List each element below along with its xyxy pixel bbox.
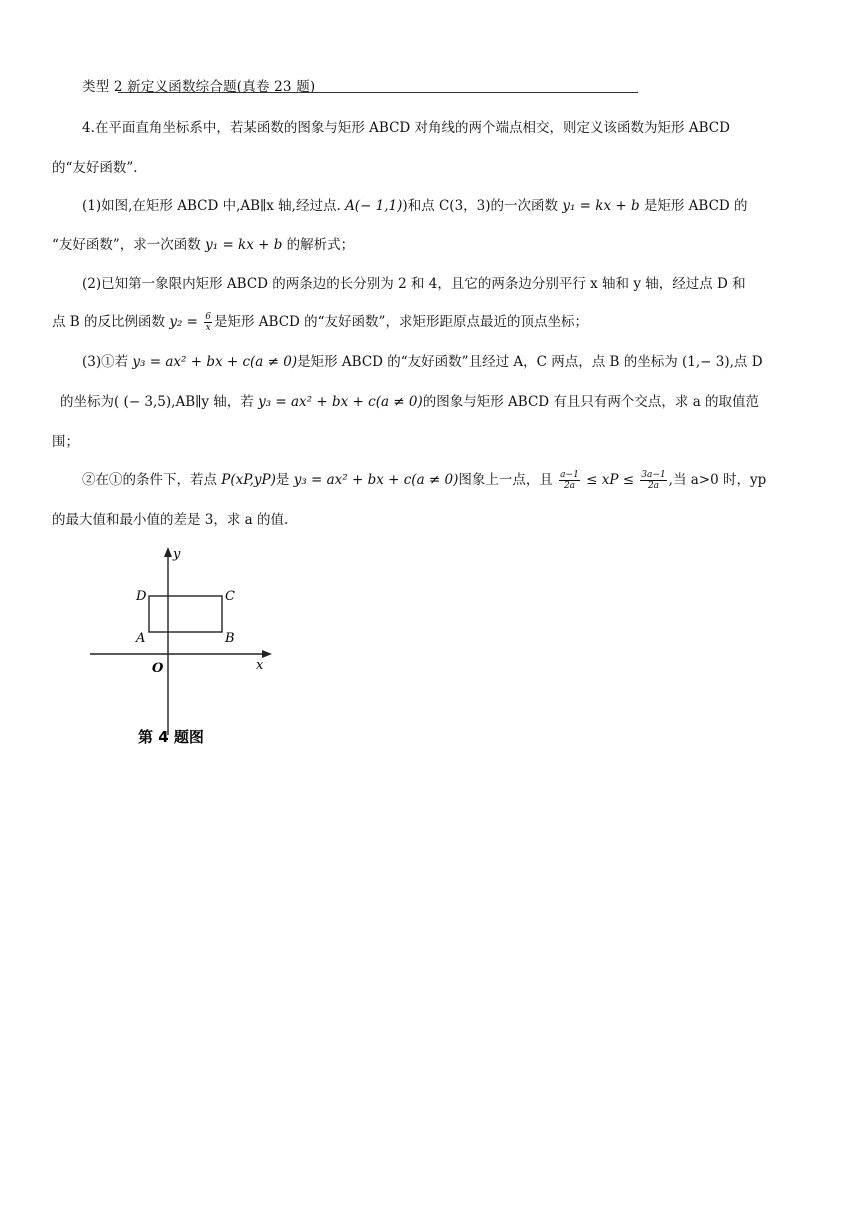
part3-line-2 <box>60 390 759 410</box>
part4-text-c: 图象上一点，且 <box>458 472 553 488</box>
label-x: x <box>256 658 264 673</box>
label-c: C <box>225 589 235 604</box>
part3-line2-equation: y₃ = ax² + bx + c(a ≠ 0) <box>258 394 423 410</box>
y-axis-arrow <box>164 547 172 557</box>
figure-caption: 第 4 题图 <box>138 728 204 746</box>
label-y: y <box>173 547 181 562</box>
part1-equation: y₁ = kx + b <box>562 198 640 214</box>
part2-text-b: 是矩形 ABCD 的“友好函数”，求矩形距原点最近的顶点坐标； <box>214 314 588 330</box>
part1-line2-text-b: 的解析式； <box>286 237 355 253</box>
part2-fraction-denominator: x <box>205 323 211 333</box>
part4-line-1 <box>82 468 766 491</box>
part3-text-a: (3)①若 <box>82 354 129 370</box>
part4-line-2: 的最大值和最小值的差是 3，求 a 的值. <box>52 512 289 528</box>
part1-line-2 <box>52 233 354 253</box>
part4-fraction-2 <box>640 470 666 491</box>
part4-equation: y₃ = ax² + bx + c(a ≠ 0) <box>293 472 459 488</box>
part1-text-c: 是矩形 ABCD 的 <box>643 198 748 214</box>
part4-text-a: ②在①的条件下，若点 <box>82 472 217 488</box>
part2-line-2 <box>52 310 588 333</box>
label-b: B <box>225 631 235 646</box>
part1-line2-equation: y₁ = kx + b <box>205 237 283 253</box>
part2-fraction <box>204 312 212 333</box>
part1-text-b: )和点 C(3，3)的一次函数 <box>402 198 559 214</box>
part2-equation-lhs: y₂ = <box>169 314 198 330</box>
part4-text-b: 是 <box>275 472 290 488</box>
part4-inequality: ≤ xP ≤ <box>586 472 635 488</box>
part2-fraction-numerator: 6 <box>205 312 211 322</box>
label-d: D <box>136 589 147 604</box>
part1-point-a: A(− 1,1) <box>345 198 403 214</box>
intro-line-1: 4.在平面直角坐标系中，若某函数的图象与矩形 ABCD 对角线的两个端点相交，则定义该函数为矩形 ABCD <box>82 120 730 136</box>
rectangle-figure <box>88 545 273 755</box>
part4-fraction-1-denominator: 2a <box>563 481 576 491</box>
part3-line2-text-a: 的坐标为( (− 3,5),AB∥y 轴，若 <box>60 394 254 410</box>
label-a: A <box>136 631 146 646</box>
part4-fraction-1-numerator: a−1 <box>560 470 579 480</box>
part3-line-3: 围； <box>52 434 79 450</box>
heading-underline <box>118 92 638 93</box>
x-axis-arrow <box>262 650 272 658</box>
part3-text-b: 是矩形 ABCD 的“友好函数”且经过 A，C 两点，点 B 的坐标为 (1,− 3),点 D <box>297 354 763 370</box>
label-origin: O <box>152 661 164 676</box>
part3-line2-text-b: 的图象与矩形 ABCD 有且只有两个交点，求 a 的取值范 <box>422 394 760 410</box>
part4-fraction-2-denominator: 2a <box>647 481 660 491</box>
part3-equation: y₃ = ax² + bx + c(a ≠ 0) <box>132 354 298 370</box>
part1-line2-text-a: “友好函数”，求一次函数 <box>52 237 201 253</box>
part2-text-a: 点 B 的反比例函数 <box>52 314 166 330</box>
part2-line-1: (2)已知第一象限内矩形 ABCD 的两条边的长分别为 2 和 4，且它的两条边分别平行 x 轴和 y 轴，经过点 D 和 <box>82 276 746 292</box>
part1-line-1 <box>82 194 748 214</box>
part4-fraction-1 <box>559 470 580 491</box>
part1-text-a: (1)如图,在矩形 ABCD 中,AB∥x 轴,经过点. <box>82 198 341 214</box>
part4-point: P(xP,yP) <box>221 472 276 488</box>
part4-text-d: ,当 a>0 时，yp <box>668 472 767 488</box>
rectangle-abcd <box>149 596 222 632</box>
part3-line-1 <box>82 350 763 370</box>
part4-fraction-2-numerator: 3a−1 <box>641 470 666 480</box>
intro-line-2: 的“友好函数”. <box>52 160 138 176</box>
section-heading: 类型 2 新定义函数综合题(真卷 23 题) <box>82 79 316 95</box>
